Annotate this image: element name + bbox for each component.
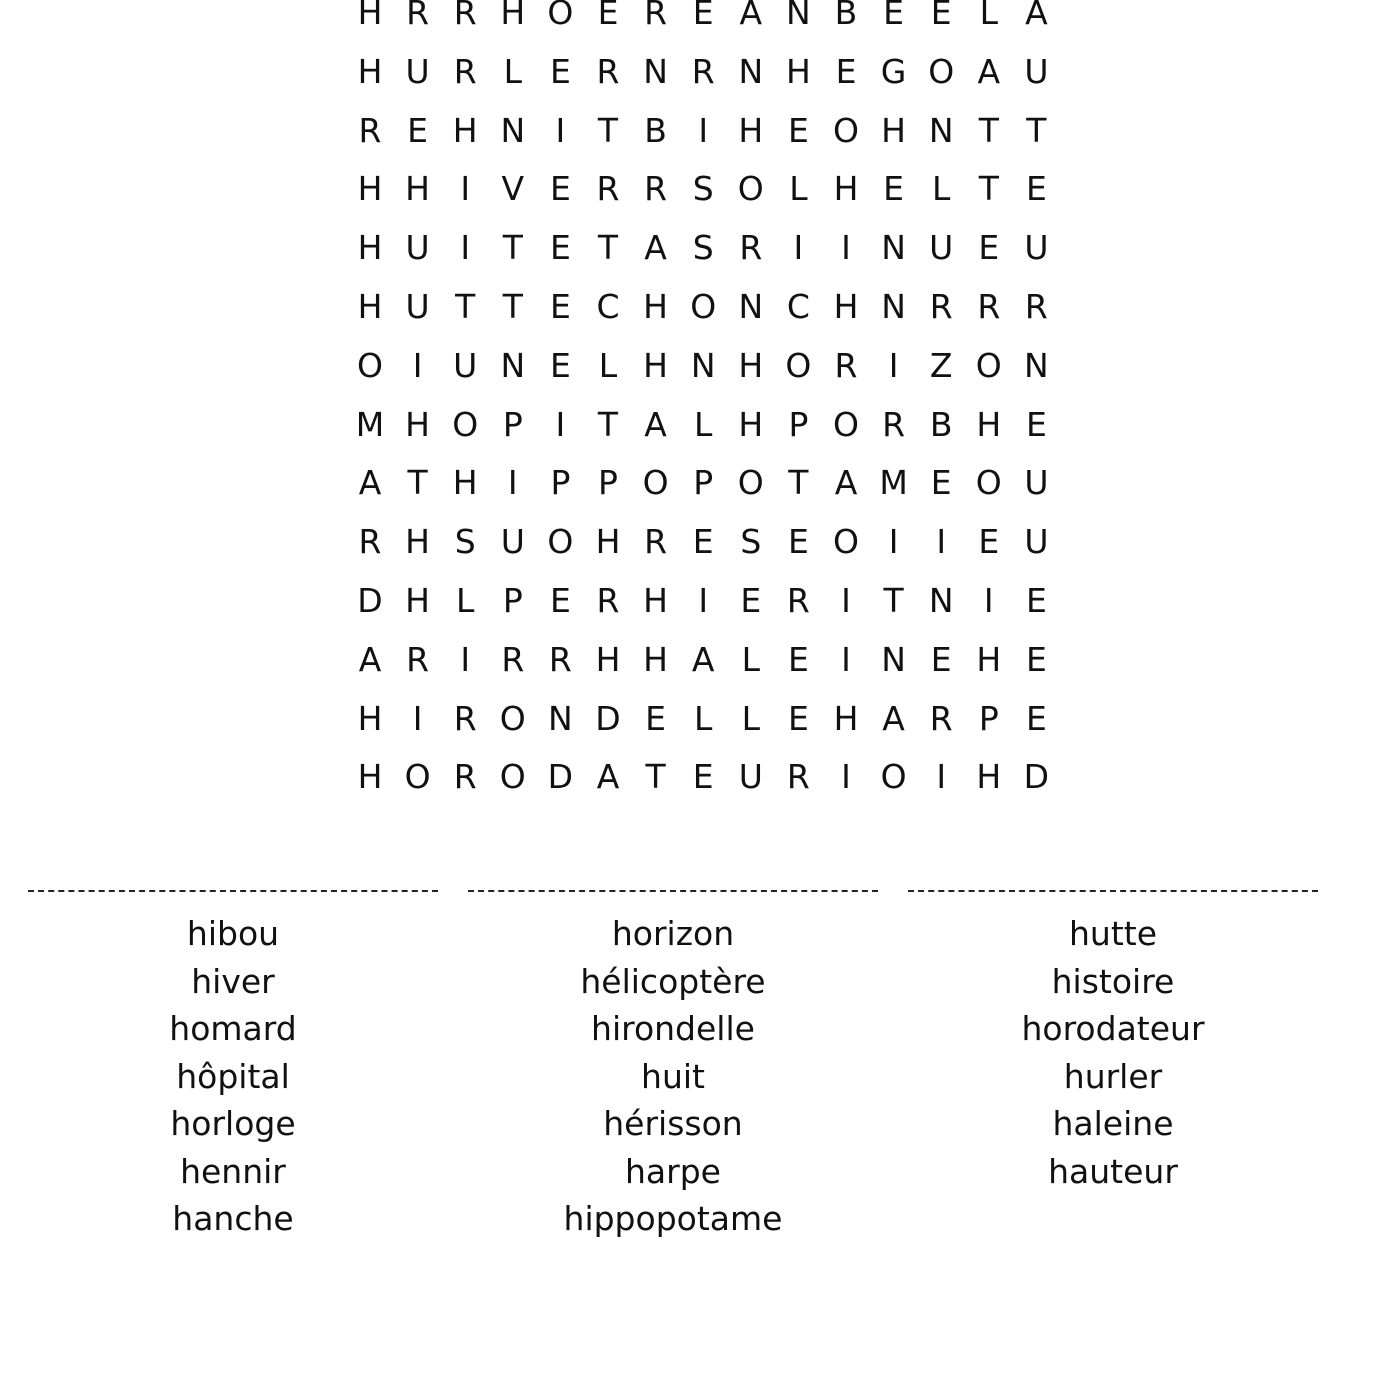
word-item: horodateur [1021,1009,1205,1048]
grid-letter: E [883,169,905,209]
grid-letter: H [738,404,764,444]
grid-letter: U [1024,463,1049,503]
grid-letter: O [547,522,574,562]
grid-letter: T [597,228,619,268]
grid-letter: A [596,757,620,797]
grid-letter: T [455,287,476,326]
grid-letter: E [549,345,571,385]
grid-letter: A [739,0,763,32]
grid-letter: E [787,639,809,679]
grid-letter: R [644,169,668,209]
grid-letter: I [412,345,423,385]
grid-letter: A [882,698,905,738]
grid-letter: R [453,0,477,32]
grid-letter: H [357,757,383,797]
grid-letter: N [500,110,526,150]
grid-letter: O [785,345,812,385]
grid-letter: R [596,169,620,209]
grid-letter: O [737,463,764,503]
grid-letter: H [833,169,859,209]
word-list [28,910,438,1243]
grid-letter: E [787,698,809,738]
grid-letter: P [502,581,523,620]
grid-letter: O [737,169,764,209]
grid-letter: E [930,0,952,32]
grid-letter: I [555,110,566,150]
grid-letter: H [595,522,621,562]
grid-letter: I [460,169,471,209]
grid-letter: T [645,757,666,797]
grid-letter: T [978,169,999,209]
grid-letter: L [979,0,998,32]
grid-letter: M [879,463,908,503]
grid-letter: O [975,463,1002,503]
grid-letter: I [841,639,851,679]
grid-letter: B [929,404,953,444]
grid-letter: N [881,639,906,679]
grid-letter: N [500,345,526,385]
grid-letter: G [880,51,907,91]
word-item: hélicoptère [580,961,766,1001]
grid-letter: H [738,345,764,385]
grid-letter: U [1024,228,1049,268]
grid-letter: O [833,522,859,562]
grid-letter: V [501,169,525,209]
word-item: hanche [172,1199,294,1238]
word-item: hibou [186,914,280,953]
grid-letter: H [452,463,478,503]
grid-letter: I [555,404,566,444]
grid-letter: R [596,51,620,91]
grid-letter: U [929,228,954,268]
grid-letter: T [978,110,999,150]
grid-letter: E [930,463,952,503]
grid-letter: O [833,404,859,444]
grid-letter: S [454,522,476,562]
grid-letter: H [357,287,383,326]
grid-letter: H [833,698,859,738]
grid-letter: E [740,581,762,620]
grid-letter: H [405,581,430,620]
grid-letter: E [549,581,571,620]
grid-letter: H [976,757,1002,797]
grid-letter: I [698,581,709,620]
grid-letter: T [597,404,619,444]
word-item: hirondelle [591,1009,755,1048]
grid-letter: E [1025,698,1047,738]
grid-letter: E [549,287,571,326]
grid-letter: P [502,404,523,444]
grid-letter: I [460,228,471,268]
grid-letter: R [453,698,477,738]
grid-letter: L [598,345,618,385]
grid-letter: A [358,639,382,679]
grid-letter: R [548,639,572,679]
grid-letter: H [785,51,811,91]
grid-letter: E [407,110,429,150]
grid-letter: E [978,522,1000,562]
grid-letter: L [503,51,522,91]
grid-letter: I [888,522,899,562]
grid-letter: E [930,639,952,679]
grid-letter: O [499,757,526,797]
grid-letter: U [453,345,478,385]
dashed-divider [28,890,438,892]
grid-letter: H [405,404,430,444]
grid-letter: T [407,463,428,503]
grid-letter: L [741,698,760,738]
grid-letter: H [405,522,430,562]
grid-letter: O [642,463,669,503]
grid-letter: E [883,0,905,32]
grid-letter: U [405,228,430,268]
grid-letter: P [693,463,714,503]
grid-letter: T [597,110,619,150]
grid-letter: E [1025,169,1047,209]
grid-letter: R [358,522,382,562]
word-item: haleine [1052,1104,1174,1143]
grid-letter: N [928,110,954,150]
grid-letter: O [357,345,383,385]
grid-letter: H [976,639,1002,679]
grid-letter: D [547,757,574,797]
grid-letter: N [548,698,573,738]
grid-letter: U [405,287,430,326]
grid-letter: U [500,522,525,562]
grid-letter: R [644,522,668,562]
word-item: homard [169,1009,297,1048]
grid-letter: A [1025,0,1048,32]
grid-letter: N [928,581,954,620]
grid-letter: N [643,51,668,91]
dashed-divider [908,890,1318,892]
word-list-column-3 [908,872,1318,1195]
grid-letter: R [834,345,858,385]
grid-letter: A [358,463,382,503]
grid-letter: R [977,287,1001,326]
grid-letter: R [691,51,715,91]
word-item: hurler [1063,1056,1163,1096]
grid-letter: E [692,522,714,562]
word-list-column-2 [468,872,878,1243]
grid-letter: E [549,51,571,91]
grid-letter: E [978,228,1000,268]
grid-letter: R [786,581,810,620]
grid-letter: I [936,522,947,562]
word-list [468,910,878,1243]
grid-letter: O [833,110,859,150]
grid-letter: E [692,757,714,797]
grid-letter: N [738,51,764,91]
grid-letter: H [643,345,668,385]
grid-letter: H [500,0,526,32]
grid-letter: R [786,757,810,797]
word-item: harpe [625,1151,721,1191]
grid-letter: H [357,228,383,268]
grid-letter: L [693,404,713,444]
grid-letter: A [834,463,858,503]
grid-letter: E [787,110,809,150]
grid-letter: O [690,287,717,326]
word-item: hérisson [603,1104,743,1143]
grid-letter: N [1024,345,1049,385]
grid-letter: D [357,581,383,620]
grid-letter: N [786,0,811,32]
grid-letter: O [452,404,479,444]
grid-letter: O [404,757,431,797]
grid-letter: N [690,345,716,385]
grid-letter: H [357,0,383,32]
grid-letter: U [1024,522,1049,562]
grid-letter: I [793,228,804,268]
grid-letter: T [502,228,523,268]
grid-letter: L [931,169,951,209]
grid-letter: A [691,639,715,679]
grid-letter: R [644,0,668,32]
grid-letter: O [547,0,574,32]
grid-letter: C [786,287,810,326]
grid-letter: H [738,110,764,150]
grid-letter: H [881,110,906,150]
grid-letter: T [883,581,904,620]
grid-letter: U [1024,51,1049,91]
grid-letter: D [1023,757,1050,797]
grid-letter: I [698,110,709,150]
grid-letter: S [740,522,762,562]
grid-letter: N [738,287,764,326]
grid-letter: T [788,463,809,503]
grid-letter: T [502,287,523,326]
grid-letter: I [841,228,851,268]
grid-letter: E [645,698,667,738]
grid-letter: B [834,0,858,32]
grid-letter: E [549,228,571,268]
grid-letter: E [835,51,857,91]
grid-letter: H [452,110,478,150]
grid-letter: H [405,169,430,209]
grid-letter: E [692,0,714,32]
grid-letter: R [929,287,953,326]
word-item: horizon [611,914,735,953]
grid-letter: P [978,698,999,738]
grid-letter: H [643,639,668,679]
grid-letter: R [406,0,430,32]
word-item: hennir [180,1151,286,1191]
grid-letter: R [501,639,525,679]
grid-letter: P [550,463,571,503]
grid-letter: U [405,51,430,91]
grid-letter: H [643,581,668,620]
grid-letter: I [841,757,851,797]
grid-letter: R [358,110,382,150]
word-item: hiver [191,961,275,1001]
grid-letter: B [644,110,667,150]
word-item: horloge [170,1104,296,1143]
grid-letter: S [692,169,714,209]
word-item: histoire [1051,961,1175,1001]
grid-letter: I [460,639,471,679]
word-item: hôpital [176,1056,290,1096]
grid-letter: L [455,581,475,620]
word-list [908,910,1318,1195]
grid-letter: E [1025,581,1047,620]
grid-letter: H [833,287,859,326]
grid-letter: R [739,228,763,268]
grid-letter: R [1024,287,1048,326]
grid-letter: U [738,757,763,797]
grid-letter: P [788,404,809,444]
grid-letter: R [453,757,477,797]
grid-letter: H [357,51,383,91]
grid-letter: L [789,169,808,209]
grid-letter: A [644,404,667,444]
grid-letter: O [928,51,955,91]
grid-letter: Z [929,345,953,385]
word-list-column-1 [28,872,438,1243]
grid-letter: O [975,345,1002,385]
grid-letter: I [412,698,423,738]
word-item: huit [641,1056,705,1096]
word-item: hutte [1068,914,1157,953]
grid-letter: E [787,522,809,562]
grid-letter: T [1026,110,1047,150]
grid-letter: E [597,0,619,32]
grid-letter: L [693,698,713,738]
grid-letter: E [1025,639,1047,679]
grid-letter: M [355,404,385,444]
grid-letter: H [357,169,383,209]
grid-letter: A [977,51,1001,91]
grid-letter: I [841,581,851,620]
grid-letter: A [644,228,667,268]
grid-letter: O [499,698,526,738]
grid-letter: N [881,287,906,326]
dashed-divider [468,890,878,892]
word-item: hippopotame [563,1199,783,1238]
grid-letter: S [692,228,714,268]
grid-letter: R [406,639,430,679]
word-item: hauteur [1048,1151,1178,1191]
grid-letter: I [983,581,994,620]
grid-letter: H [595,639,621,679]
grid-letter: I [936,757,947,797]
grid-letter: H [643,287,668,326]
grid-letter: I [507,463,518,503]
grid-letter: I [888,345,899,385]
grid-letter: E [1025,404,1047,444]
grid-letter: D [595,698,621,738]
grid-letter: H [357,698,383,738]
grid-letter: N [881,228,906,268]
grid-letter: O [880,757,907,797]
grid-letter: E [549,169,571,209]
grid-letter: C [596,287,620,326]
grid-letter: R [882,404,906,444]
grid-letter: P [598,463,618,503]
grid-letter: R [596,581,620,620]
grid-letter: R [929,698,953,738]
grid-letter: R [453,51,477,91]
grid-letter: L [741,639,760,679]
grid-letter: H [976,404,1002,444]
